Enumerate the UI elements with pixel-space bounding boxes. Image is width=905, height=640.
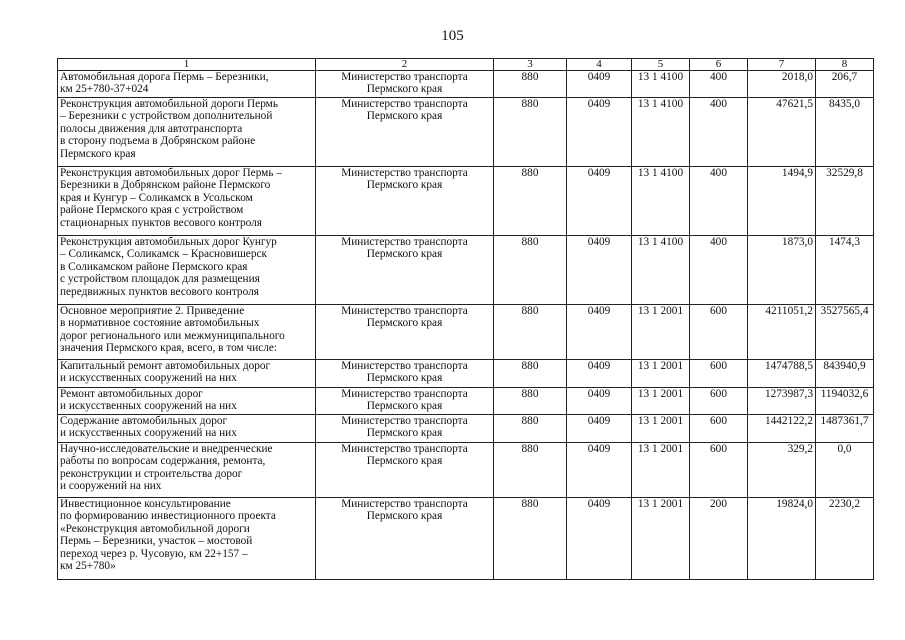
table-row [58, 98, 874, 167]
item-name: Реконструкция автомобильных дорог Пермь – Березники в Добрянском районе Пермского края и Кунгур – Соликамск в Усольском районе Пермского края с устройством стационарных пунктов весового контроля [58, 167, 316, 236]
code-target: 13 1 2001 [632, 415, 690, 443]
code-expense-type: 600 [690, 305, 748, 360]
code-target: 13 1 2001 [632, 360, 690, 388]
code-expense-type: 400 [690, 71, 748, 98]
header-cell: 1 [58, 59, 316, 71]
code-expense-type: 400 [690, 98, 748, 167]
item-name: Автомобильная дорога Пермь – Березники, км 25+780-37+024 [58, 71, 316, 98]
amount-col7: 329,2 [748, 443, 816, 498]
amount-col7: 1474788,5 [748, 360, 816, 388]
code-section: 0409 [567, 415, 632, 443]
table-row [58, 305, 874, 360]
budget-table [57, 58, 874, 580]
header-cell: 3 [494, 59, 567, 71]
item-name: Капитальный ремонт автомобильных дорог и искусственных сооружений на них [58, 360, 316, 388]
code-section: 0409 [567, 305, 632, 360]
amount-col8: 1474,3 [816, 236, 874, 305]
organization: Министерство транспорта Пермского края [316, 415, 494, 443]
code-section: 0409 [567, 236, 632, 305]
code-target: 13 1 4100 [632, 236, 690, 305]
organization: Министерство транспорта Пермского края [316, 443, 494, 498]
code-section: 0409 [567, 71, 632, 98]
code-section: 0409 [567, 443, 632, 498]
amount-col8: 0,0 [816, 443, 874, 498]
amount-col8: 3527565,4 [816, 305, 874, 360]
organization: Министерство транспорта Пермского края [316, 360, 494, 388]
code-ministry: 880 [494, 360, 567, 388]
organization: Министерство транспорта Пермского края [316, 388, 494, 415]
organization: Министерство транспорта Пермского края [316, 167, 494, 236]
code-target: 13 1 4100 [632, 71, 690, 98]
code-ministry: 880 [494, 388, 567, 415]
amount-col7: 1873,0 [748, 236, 816, 305]
amount-col8: 2230,2 [816, 498, 874, 580]
code-expense-type: 600 [690, 360, 748, 388]
code-target: 13 1 2001 [632, 498, 690, 580]
code-ministry: 880 [494, 305, 567, 360]
item-name: Содержание автомобильных дорог и искусственных сооружений на них [58, 415, 316, 443]
code-target: 13 1 2001 [632, 388, 690, 415]
code-ministry: 880 [494, 167, 567, 236]
header-cell: 5 [632, 59, 690, 71]
amount-col8: 32529,8 [816, 167, 874, 236]
code-ministry: 880 [494, 498, 567, 580]
table-row [58, 167, 874, 236]
code-target: 13 1 2001 [632, 305, 690, 360]
code-expense-type: 400 [690, 236, 748, 305]
code-section: 0409 [567, 167, 632, 236]
item-name: Инвестиционное консультирование по формированию инвестиционного проекта «Реконструкция автомобильной дороги Пермь – Березники, участок – мостовой переход через р. Чусовую, км 22+157 – км 25+780» [58, 498, 316, 580]
table-row [58, 498, 874, 580]
header-cell: 7 [748, 59, 816, 71]
code-section: 0409 [567, 498, 632, 580]
code-section: 0409 [567, 360, 632, 388]
code-target: 13 1 4100 [632, 98, 690, 167]
amount-col8: 1487361,7 [816, 415, 874, 443]
amount-col8: 843940,9 [816, 360, 874, 388]
table-row [58, 360, 874, 388]
item-name: Реконструкция автомобильных дорог Кунгур – Соликамск, Соликамск – Красновишерск в Соликамском районе Пермского края с устройством площадок для размещения передвижных пунктов весового контроля [58, 236, 316, 305]
table-row [58, 236, 874, 305]
organization: Министерство транспорта Пермского края [316, 236, 494, 305]
amount-col8: 206,7 [816, 71, 874, 98]
header-cell: 8 [816, 59, 874, 71]
amount-col8: 1194032,6 [816, 388, 874, 415]
table-row [58, 443, 874, 498]
header-cell: 4 [567, 59, 632, 71]
amount-col7: 2018,0 [748, 71, 816, 98]
amount-col7: 47621,5 [748, 98, 816, 167]
code-section: 0409 [567, 388, 632, 415]
amount-col7: 1442122,2 [748, 415, 816, 443]
item-name: Основное мероприятие 2. Приведение в нормативное состояние автомобильных дорог регионального или межмуниципального значения Пермского края, всего, в том числе: [58, 305, 316, 360]
organization: Министерство транспорта Пермского края [316, 498, 494, 580]
amount-col7: 19824,0 [748, 498, 816, 580]
organization: Министерство транспорта Пермского края [316, 71, 494, 98]
code-ministry: 880 [494, 98, 567, 167]
amount-col8: 8435,0 [816, 98, 874, 167]
amount-col7: 1494,9 [748, 167, 816, 236]
item-name: Научно-исследовательские и внедренческие работы по вопросам содержания, ремонта, реконструкции и строительства дорог и сооружений на них [58, 443, 316, 498]
code-ministry: 880 [494, 71, 567, 98]
code-target: 13 1 4100 [632, 167, 690, 236]
code-target: 13 1 2001 [632, 443, 690, 498]
code-expense-type: 600 [690, 443, 748, 498]
header-row [58, 59, 874, 71]
item-name: Реконструкция автомобильной дороги Пермь – Березники с устройством дополнительной полосы движения для автотранспорта в сторону подъема в Добрянском районе Пермского края [58, 98, 316, 167]
amount-col7: 4211051,2 [748, 305, 816, 360]
header-cell: 2 [316, 59, 494, 71]
organization: Министерство транспорта Пермского края [316, 98, 494, 167]
code-expense-type: 200 [690, 498, 748, 580]
item-name: Ремонт автомобильных дорог и искусственных сооружений на них [58, 388, 316, 415]
code-ministry: 880 [494, 415, 567, 443]
code-expense-type: 600 [690, 415, 748, 443]
code-section: 0409 [567, 98, 632, 167]
table-row [58, 388, 874, 415]
table-row [58, 415, 874, 443]
code-expense-type: 600 [690, 388, 748, 415]
table-row [58, 71, 874, 98]
code-ministry: 880 [494, 443, 567, 498]
organization: Министерство транспорта Пермского края [316, 305, 494, 360]
page-number: 105 [441, 28, 464, 44]
header-cell: 6 [690, 59, 748, 71]
code-ministry: 880 [494, 236, 567, 305]
code-expense-type: 400 [690, 167, 748, 236]
amount-col7: 1273987,3 [748, 388, 816, 415]
